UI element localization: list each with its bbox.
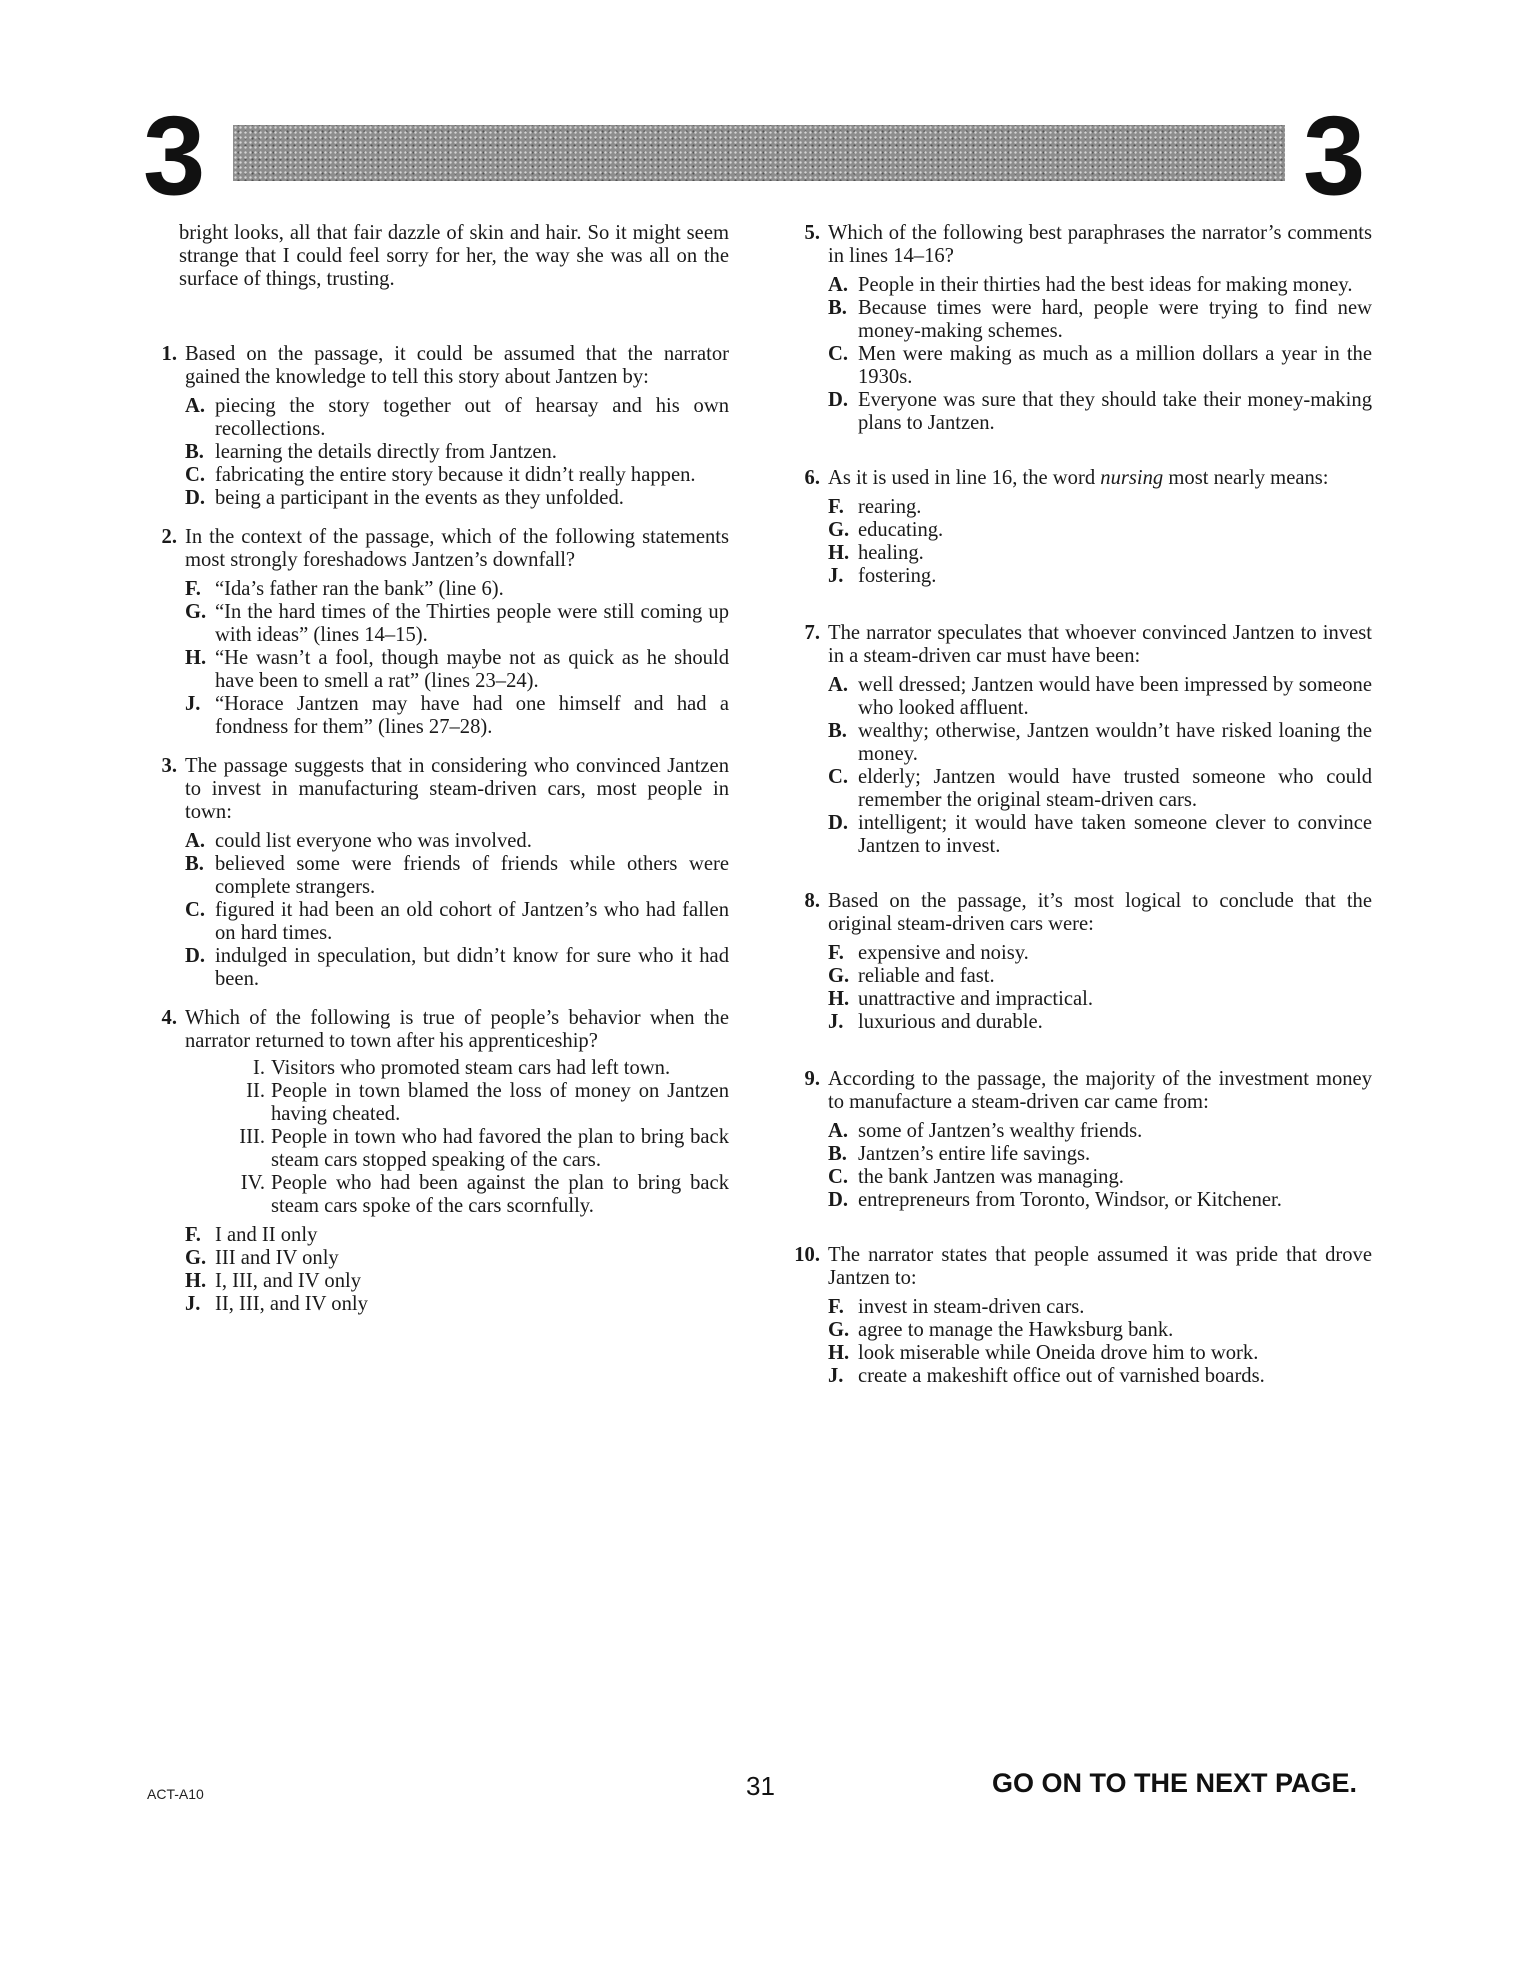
option-letter: B. [828,720,847,742]
option-letter: A. [185,830,206,852]
option-letter: D. [828,812,849,834]
answer-option[interactable] [147,1293,729,1316]
option-letter: F. [828,1296,844,1318]
question-stem: Based on the passage, it could be assumed that the narrator gained the knowledge to tell this story about Jantzen by: [185,343,729,388]
roman-numeral-statements [147,1057,729,1218]
answer-option[interactable] [147,853,729,899]
answer-option[interactable] [147,899,729,945]
question-number: 5. [804,222,820,244]
left-column [147,222,729,1316]
answer-option[interactable] [790,1166,1372,1189]
stem-emphasis: nursing [1100,467,1164,489]
option-text: unattractive and impractical. [858,988,1093,1010]
option-text: the bank Jantzen was managing. [858,1166,1124,1188]
question-number: 4. [161,1007,177,1029]
roman-statement [147,1057,729,1080]
answer-options-4 [147,1224,729,1316]
answer-option[interactable] [147,464,729,487]
answer-option[interactable] [147,1247,729,1270]
answer-option[interactable] [147,601,729,647]
option-letter: H. [828,542,850,564]
option-letter: J. [828,1011,844,1033]
answer-option[interactable] [790,1189,1372,1212]
option-letter: G. [828,519,850,541]
option-text: piecing the story together out of hearsay and his own recollections. [215,395,729,440]
answer-option[interactable] [790,674,1372,720]
answer-option[interactable] [147,1270,729,1293]
answer-options-3 [147,830,729,991]
option-text: wealthy; otherwise, Jantzen wouldn’t have risked loaning the money. [858,720,1372,765]
question-stem: The passage suggests that in considering who convinced Jantzen to invest in manufacturing steam-driven cars, most people in town: [185,755,729,823]
option-text: Everyone was sure that they should take their money-making plans to Jantzen. [858,389,1372,434]
option-letter: B. [185,853,204,875]
roman-statement [147,1080,729,1126]
option-text: People in their thirties had the best ideas for making money. [858,274,1353,296]
option-text: elderly; Jantzen would have trusted someone who could remember the original steam-driven cars. [858,766,1372,811]
roman-text: Visitors who promoted steam cars had left town. [271,1057,671,1079]
answer-option[interactable] [147,830,729,853]
answer-option[interactable] [790,1342,1372,1365]
question-4 [147,1007,729,1053]
option-letter: A. [828,274,849,296]
answer-option[interactable] [790,720,1372,766]
option-text: educating. [858,519,944,541]
option-text: luxurious and durable. [858,1011,1043,1033]
page-number: 31 [746,1771,775,1801]
option-letter: D. [185,945,206,967]
roman-label: III. [239,1126,265,1148]
roman-label: I. [252,1057,265,1079]
answer-option[interactable] [790,812,1372,858]
question-9 [790,1068,1372,1114]
option-text: “Ida’s father ran the bank” (line 6). [215,578,504,600]
answer-option[interactable] [790,1296,1372,1319]
option-text: intelligent; it would have taken someone clever to convince Jantzen to invest. [858,812,1372,857]
answer-options-8 [790,942,1372,1034]
answer-option[interactable] [790,389,1372,435]
answer-options-5 [790,274,1372,435]
option-text: III and IV only [215,1247,339,1269]
stem-text: most nearly means: [1163,467,1329,489]
option-text: expensive and noisy. [858,942,1029,964]
answer-options-10 [790,1296,1372,1388]
answer-options-1 [147,395,729,510]
answer-option[interactable] [147,578,729,601]
option-text: some of Jantzen’s wealthy friends. [858,1120,1143,1142]
section-number-right: 3 [1303,93,1366,218]
answer-option[interactable] [790,965,1372,988]
stem-text: As it is used in line 16, the word [828,467,1101,489]
question-number: 8. [804,890,820,912]
option-letter: G. [828,1319,850,1341]
option-text: “He wasn’t a fool, though maybe not as quick as he should have been to smell a rat” (lines 23–24). [215,647,729,692]
roman-text: People in town blamed the loss of money on Jantzen having cheated. [271,1080,729,1125]
go-on-next-page: GO ON TO THE NEXT PAGE. [992,1768,1358,1798]
option-text: reliable and fast. [858,965,995,987]
answer-option[interactable] [790,343,1372,389]
answer-option[interactable] [147,647,729,693]
option-text: believed some were friends of friends while others were complete strangers. [215,853,729,898]
option-letter: G. [828,965,850,987]
answer-option[interactable] [790,1120,1372,1143]
answer-option[interactable] [790,1319,1372,1342]
answer-option[interactable] [147,693,729,739]
header-shaded-band [233,125,1285,181]
answer-option[interactable] [790,542,1372,565]
option-letter: G. [185,601,207,623]
roman-text: People in town who had favored the plan to bring back steam cars stopped speaking of the cars. [271,1126,729,1171]
question-7 [790,622,1372,668]
option-text: Men were making as much as a million dollars a year in the 1930s. [858,343,1372,388]
option-text: fabricating the entire story because it didn’t really happen. [215,464,696,486]
option-text: agree to manage the Hawksburg bank. [858,1319,1174,1341]
option-letter: H. [185,1270,207,1292]
option-letter: B. [185,441,204,463]
option-text: learning the details directly from Jantzen. [215,441,557,463]
option-letter: F. [828,496,844,518]
option-letter: B. [828,297,847,319]
question-5 [790,222,1372,268]
option-letter: H. [828,988,850,1010]
option-text: invest in steam-driven cars. [858,1296,1085,1318]
roman-text: People who had been against the plan to bring back steam cars spoke of the cars scornfully. [271,1172,729,1217]
option-text: “In the hard times of the Thirties people were still coming up with ideas” (lines 14–15). [215,601,729,646]
option-text: I and II only [215,1224,318,1246]
answer-option[interactable] [790,496,1372,519]
option-text: Jantzen’s entire life savings. [858,1143,1091,1165]
question-number: 2. [161,526,177,548]
question-stem [828,467,1372,490]
answer-option[interactable] [147,441,729,464]
roman-label: IV. [240,1172,265,1194]
right-column [790,222,1372,1388]
option-letter: D. [828,389,849,411]
option-letter: F. [828,942,844,964]
answer-option[interactable] [147,395,729,441]
answer-option[interactable] [147,487,729,510]
option-text: look miserable while Oneida drove him to work. [858,1342,1259,1364]
option-letter: H. [185,647,207,669]
answer-option[interactable] [790,565,1372,588]
option-text: being a participant in the events as they unfolded. [215,487,624,509]
option-letter: C. [828,1166,849,1188]
question-stem: The narrator states that people assumed it was pride that drove Jantzen to: [828,1244,1372,1289]
question-stem: Which of the following best paraphrases the narrator’s comments in lines 14–16? [828,222,1372,267]
passage-excerpt [147,222,729,291]
question-8 [790,890,1372,936]
question-stem: According to the passage, the majority of the investment money to manufacture a steam-driven car came from: [828,1068,1372,1113]
option-letter: A. [828,1120,849,1142]
option-letter: G. [185,1247,207,1269]
question-6 [790,467,1372,490]
option-text: figured it had been an old cohort of Jantzen’s who had fallen on hard times. [215,899,729,944]
option-letter: C. [828,343,849,365]
passage-text: bright looks, all that fair dazzle of skin and hair. So it might seem strange that I could feel sorry for her, the way she was all on the surface of things, trusting. [179,222,729,290]
answer-options-2 [147,578,729,739]
answer-option[interactable] [790,519,1372,542]
question-stem: In the context of the passage, which of the following statements most strongly foreshadows Jantzen’s downfall? [185,526,729,571]
answer-option[interactable] [147,945,729,991]
answer-option[interactable] [790,1011,1372,1034]
question-2 [147,526,729,572]
question-stem: The narrator speculates that whoever convinced Jantzen to invest in a steam-driven car must have been: [828,622,1372,667]
question-1 [147,343,729,389]
option-letter: A. [828,674,849,696]
question-stem: Based on the passage, it’s most logical to conclude that the original steam-driven cars were: [828,890,1372,935]
roman-statement [147,1126,729,1172]
answer-option[interactable] [147,1224,729,1247]
answer-option[interactable] [790,942,1372,965]
option-letter: C. [185,464,206,486]
answer-options-9 [790,1120,1372,1212]
question-number: 10. [794,1244,820,1266]
option-text: Because times were hard, people were trying to find new money-making schemes. [858,297,1372,342]
option-letter: B. [828,1143,847,1165]
option-letter: H. [828,1342,850,1364]
question-number: 3. [161,755,177,777]
option-text: could list everyone who was involved. [215,830,532,852]
question-3 [147,755,729,824]
answer-option[interactable] [790,988,1372,1011]
option-letter: F. [185,578,201,600]
option-letter: J. [828,565,844,587]
option-text: fostering. [858,565,937,587]
option-letter: D. [185,487,206,509]
question-number: 6. [804,467,820,489]
option-text: create a makeshift office out of varnished boards. [858,1365,1265,1387]
option-letter: C. [828,766,849,788]
option-letter: J. [185,1293,201,1315]
answer-option[interactable] [790,1365,1372,1388]
question-number: 7. [804,622,820,644]
roman-statement [147,1172,729,1218]
option-letter: J. [828,1365,844,1387]
option-text: II, III, and IV only [215,1293,368,1315]
option-letter: F. [185,1224,201,1246]
roman-label: II. [246,1080,265,1102]
question-stem: Which of the following is true of people’s behavior when the narrator returned to town after his apprenticeship? [185,1007,729,1052]
option-letter: J. [185,693,201,715]
option-text: “Horace Jantzen may have had one himself and had a fondness for them” (lines 27–28). [215,693,729,738]
answer-option[interactable] [790,297,1372,343]
answer-options-6 [790,496,1372,588]
answer-option[interactable] [790,1143,1372,1166]
option-text: healing. [858,542,924,564]
option-letter: A. [185,395,206,417]
section-number-left: 3 [143,93,206,218]
option-letter: C. [185,899,206,921]
option-text: I, III, and IV only [215,1270,362,1292]
question-10 [790,1244,1372,1290]
form-code: ACT-A10 [147,1786,204,1802]
option-letter: D. [828,1189,849,1211]
question-number: 1. [161,343,177,365]
question-number: 9. [804,1068,820,1090]
answer-option[interactable] [790,274,1372,297]
option-text: well dressed; Jantzen would have been impressed by someone who looked affluent. [858,674,1372,719]
answer-options-7 [790,674,1372,858]
option-text: indulged in speculation, but didn’t know for sure who it had been. [215,945,729,990]
answer-option[interactable] [790,766,1372,812]
option-text: entrepreneurs from Toronto, Windsor, or Kitchener. [858,1189,1282,1211]
option-text: rearing. [858,496,922,518]
